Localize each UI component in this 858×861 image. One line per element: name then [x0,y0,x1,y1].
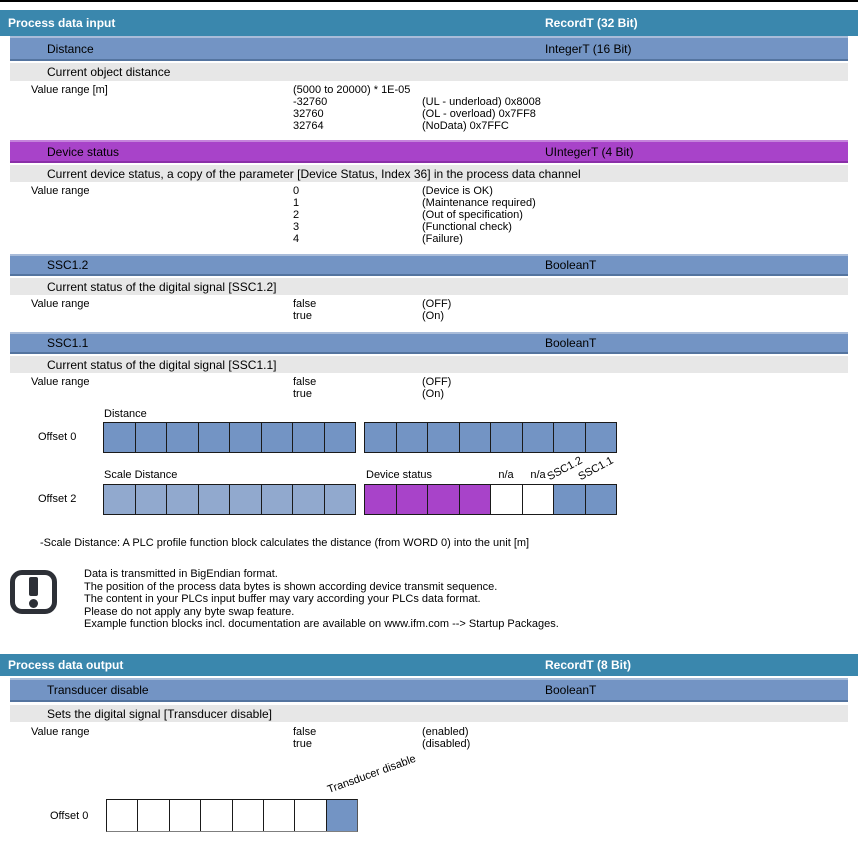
value-range-rows [293,726,470,750]
exclamation-bar [29,577,38,596]
description-text: Sets the digital signal [Transducer disable] [47,706,273,721]
bit-cell-steel [490,423,522,452]
value-range-label: Value range [31,185,90,197]
bit-cell-steel [135,423,167,452]
bit-cell-white [137,800,168,831]
value-range-rows [293,185,536,245]
subheader-datatype: BooleanT [545,683,597,697]
subheader-title: SSC1.1 [47,336,89,350]
bit-cell-white [200,800,231,831]
rotated-bit-label-transducer-disable: Transducer disable [325,752,418,796]
bit-cell-white [169,800,200,831]
description-text: Current object distance [47,65,171,79]
scale-distance-note: -Scale Distance: A PLC profile function block calculates the distance (from WORD 0) into the unit [m] [40,537,530,549]
range-meaning: (OFF) [422,298,452,310]
value-range-label: Value range [31,376,90,388]
value-range-label: Value range [m] [31,84,108,96]
bit-cell-light [261,485,293,514]
value-range-rows [293,376,451,400]
warning-line: The position of the process data bytes is shown according device transmit sequence. [84,580,498,593]
na-label: n/a [530,469,546,481]
subheader-datatype: IntegerT (16 Bit) [545,41,632,56]
bit-cell-purple [459,485,491,514]
range-meaning: (OFF) [422,376,452,388]
value-range-row [293,185,536,197]
subheader-title: Transducer disable [47,683,149,697]
subheader-title: SSC1.2 [47,258,89,272]
range-meaning: (OL - overload) 0x7FF8 [422,108,536,120]
range-meaning: (Device is OK) [422,185,493,197]
bit-cell-steel [427,423,459,452]
value-range-row [293,298,451,310]
bit-cell-white [490,485,522,514]
bit-cell-white [522,485,554,514]
range-value: false [293,376,317,388]
value-range-row [293,197,536,209]
range-meaning: (Failure) [422,233,463,245]
value-range-table-ssc11 [0,376,858,400]
range-value: 0 [293,185,300,197]
rotated-bit-label-ssc11: SSC1.1 [576,454,616,483]
bit-cell-steel [459,423,491,452]
value-range-row [293,376,451,388]
bit-cell-light [229,485,261,514]
bit-block [106,799,358,832]
exclamation-dot [29,599,38,608]
rotated-bit-label-ssc12: SSC1.2 [545,454,585,483]
section-title: Process data input [8,16,116,30]
subheader-ssc11 [10,332,848,354]
bit-block [364,422,617,453]
bit-block [364,484,617,515]
bit-cell-steel [585,423,617,452]
range-value: (5000 to 20000) * 1E-05 [293,84,411,96]
range-value: true [293,738,312,750]
bit-cell-white [232,800,263,831]
bit-cell-light [292,485,324,514]
warning-line: Data is transmitted in BigEndian format. [84,568,278,580]
description-row-device-status [10,165,848,182]
bit-cell-steel [553,485,585,514]
range-meaning: (Maintenance required) [422,197,536,209]
value-range-table-transducer [0,726,858,750]
bit-block [103,484,356,515]
description-text: Current device status, a copy of the parameter [Device Status, Index 36] in the process data channel [47,166,581,181]
value-range-table-distance [0,84,858,132]
bit-cell-white [263,800,294,831]
warning-line: Example function blocks incl. documentation are available on www.ifm.com --> Startup Packages. [84,618,559,630]
na-label: n/a [498,469,514,481]
value-range-row [293,233,536,245]
description-text: Current status of the digital signal [SSC1.1] [47,357,277,372]
subheader-transducer-disable [10,678,848,702]
bit-block-label: Distance [104,408,147,420]
subheader-title: Distance [47,41,94,56]
bit-cell-light [166,485,198,514]
warning-line: Please do not apply any byte swap feature. [84,605,295,618]
bit-cell-steel [229,423,261,452]
bit-cell-purple [365,485,396,514]
bit-cell-steel [198,423,230,452]
value-range-row [293,388,451,400]
subheader-datatype: BooleanT [545,258,597,272]
range-value: true [293,388,312,400]
value-range-row [293,84,541,96]
section-title: Process data output [8,658,124,672]
bit-cell-white [107,800,137,831]
range-meaning: (Functional check) [422,221,512,233]
subheader-title: Device status [47,144,120,159]
description-row-ssc11 [10,356,848,373]
value-range-row [293,310,451,322]
range-value: 3 [293,221,300,233]
bit-cell-steel [396,423,428,452]
range-value: 1 [293,197,300,209]
offset-label: Offset 0 [38,431,77,443]
value-range-row [293,209,536,221]
bit-cell-steel [553,423,585,452]
range-meaning: (Out of specification) [422,209,523,221]
subheader-ssc12 [10,254,848,276]
value-range-table-ssc12 [0,298,858,322]
value-range-row [293,726,470,738]
range-meaning: (NoData) 0x7FFC [422,120,509,132]
bit-cell-steel [585,485,617,514]
bit-cell-steel [166,423,198,452]
range-value: 2 [293,209,300,221]
subheader-datatype: BooleanT [545,336,597,350]
range-meaning: (disabled) [422,738,471,750]
bit-cell-light [104,485,135,514]
value-range-row [293,108,541,120]
value-range-table-device-status [0,185,858,245]
bit-cell-light [324,485,356,514]
description-row-transducer [10,705,848,722]
range-value: 32764 [293,120,324,132]
bit-cell-purple [427,485,459,514]
bit-cell-steel [261,423,293,452]
bit-cell-steel [522,423,554,452]
range-meaning: (On) [422,310,444,322]
bit-cell-steel [365,423,396,452]
range-value: 4 [293,233,300,245]
range-value: -32760 [293,96,328,108]
attention-icon [10,570,57,614]
subheader-device-status [10,140,848,163]
bit-block-label: Scale Distance [104,469,178,481]
range-value: false [293,298,317,310]
range-value: false [293,726,317,738]
bit-cell-light [198,485,230,514]
bit-cell-light [135,485,167,514]
value-range-label: Value range [31,726,90,738]
section-datatype: RecordT (32 Bit) [545,16,638,30]
top-divider [0,0,858,2]
range-meaning: (enabled) [422,726,469,738]
value-range-row [293,738,470,750]
section-datatype: RecordT (8 Bit) [545,658,632,672]
value-range-label: Value range [31,298,90,310]
bit-cell-white [294,800,325,831]
bit-block [103,422,356,453]
value-range-row [293,120,541,132]
section-header-process-data-input [0,10,858,36]
range-value: true [293,310,312,322]
value-range-row [293,221,536,233]
description-row-distance [10,63,848,81]
bit-cell-steel [292,423,324,452]
offset-label: Offset 2 [38,493,77,505]
subheader-distance [10,36,848,61]
warning-text [84,568,559,631]
range-value: 32760 [293,108,324,120]
offset-label: Offset 0 [50,810,89,822]
subheader-datatype: UIntegerT (4 Bit) [545,144,634,159]
description-row-ssc12 [10,278,848,295]
description-text: Current status of the digital signal [SSC1.2] [47,279,277,294]
value-range-row [293,96,541,108]
bit-cell-purple [396,485,428,514]
value-range-rows [293,298,451,322]
value-range-rows [293,84,541,132]
bit-block-label: Device status [366,469,433,481]
bit-cell-steel [326,800,357,831]
bit-cell-steel [324,423,356,452]
range-meaning: (UL - underload) 0x8008 [422,96,541,108]
range-meaning: (On) [422,388,444,400]
bit-cell-steel [104,423,135,452]
warning-line: The content in your PLCs input buffer may vary according your PLCs data format. [84,593,481,605]
section-header-process-data-output [0,654,858,676]
